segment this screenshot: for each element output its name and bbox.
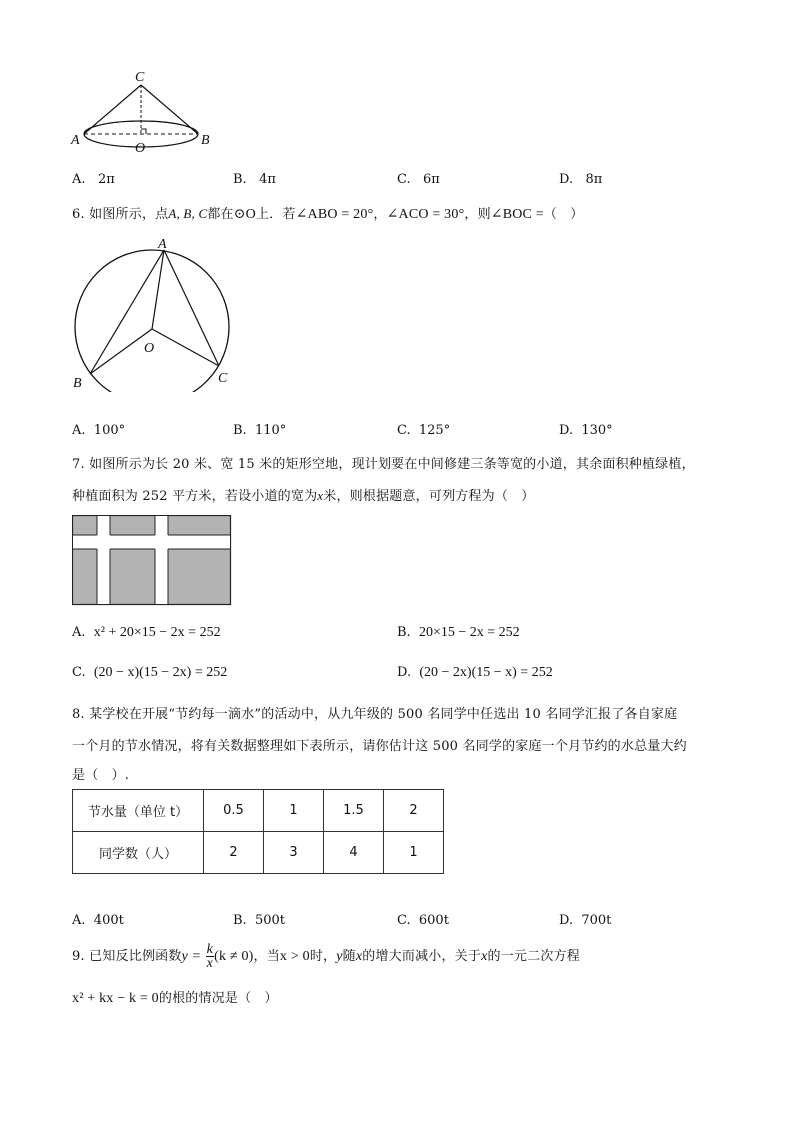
table-header-cell: 同学数（人） [73,832,204,874]
q7-var: x [317,488,324,503]
option-letter: A. [72,913,86,928]
cone-right-edge [141,85,198,134]
table-row [73,790,444,832]
option-value: (20 − x)(15 − 2x) = 252 [93,665,228,680]
q8-line1 [72,703,677,722]
segment-CO [152,329,219,366]
option-value: 500t [254,913,285,928]
option-value: 8π [585,172,603,187]
q9-fraction [206,943,214,970]
label-O: O [144,341,155,356]
option-value: 20×15 − 2x = 252 [418,625,520,640]
q8-option-a [72,913,124,928]
q8-option-b [233,913,285,928]
water-saving-table [72,789,444,874]
q9-condition: (k ≠ 0) [214,949,254,964]
q9-condition2: x > 0 [279,949,310,964]
q6-option-b [233,423,286,438]
q5-option-d [559,172,602,187]
q6-angle-abo: ∠ABO = 20° [295,207,374,222]
q7-text: 种植面积为 252 平方米，若设小道的宽为 [72,489,318,504]
label-C: C [135,70,145,85]
table-cell: 2 [384,790,444,832]
question-number: 8. [72,707,85,722]
option-letter: C. [397,913,411,928]
rectangle-plot-figure [72,515,232,607]
q8-line2 [72,735,687,754]
path-vertical-left [97,516,110,604]
question-number: 7. [72,457,85,472]
label-B: B [73,376,82,391]
table-header-cell: 节水量（单位 t） [73,790,204,832]
table-cell: 2 [204,832,264,874]
option-letter: C. [397,423,411,438]
option-letter: A. [72,172,86,187]
table-cell: 1 [264,790,324,832]
q6-text: 都在 [207,207,234,222]
q5-option-c [397,172,440,187]
segment-BO [90,329,155,374]
q7-text: 如图所示为长 20 米、宽 15 米的矩形空地，现计划要在中间修建三条等宽的小道，其余面积种植绿植， [89,457,695,472]
q9-text: 随 [342,949,356,964]
table-cell: 0.5 [204,790,264,832]
option-letter: D. [559,913,574,928]
q7-line1 [72,453,695,472]
option-letter: B. [397,625,411,640]
fraction-numerator: k [206,942,214,957]
option-value: 110° [254,423,287,438]
lawn-area [73,516,231,605]
option-value: 4π [259,172,276,187]
option-letter: D. [397,665,412,680]
q7-option-b [397,625,520,641]
q7-text: 米，则根据题意，可列方程为（ ） [323,489,535,504]
q9-text: 的增大而减小，关于 [362,949,482,964]
option-value: 400t [93,913,124,928]
option-value: 2π [97,172,115,187]
q6-paren: （ ） [543,207,584,222]
q6-option-c [397,423,450,438]
q9-text: 的根的情况是（ ） [158,991,278,1006]
q9-text: 时， [309,949,337,964]
q6-text: 如图所示，点 [89,207,169,222]
q9-line1 [72,942,580,972]
circle-figure [66,232,246,392]
q6-option-a [72,423,125,438]
q9-func-lhs: y = [181,949,202,964]
question-number: 6. [72,207,85,222]
q9-text: 的一元二次方程 [487,949,580,964]
option-letter: D. [559,172,574,187]
option-value: 700t [581,913,612,928]
cone-left-edge [84,85,141,134]
q8-text: 一个月的节水情况，将有关数据整理如下表所示，请你估计这 500 名同学的家庭一个月节约的水总量大约 [72,739,687,754]
fraction-denominator: x [206,956,214,971]
q8-option-c [397,913,449,928]
option-value: 600t [418,913,449,928]
q9-line2 [72,987,278,1007]
q6-option-d [559,423,613,438]
q6-stem [72,203,584,223]
table-row [73,832,444,874]
q6-text: 上．若 [255,207,296,222]
option-value: 130° [581,423,613,438]
q9-var-y: y [336,949,343,964]
q8-text: 某学校在开展“节约每一滴水”的活动中，从九年级的 500 名同学中任选出 10 名同学汇报了各自家庭 [89,707,678,722]
option-letter: B. [233,172,247,187]
option-letter: C. [397,172,411,187]
q8-text: 是（ ）. [72,768,130,783]
q5-option-b [233,172,276,187]
q7-option-c [72,665,227,681]
option-letter: B. [233,423,247,438]
q8-line3 [72,764,129,783]
q7-line2 [72,485,534,504]
q6-text: ， [373,207,387,222]
q5-option-a [72,172,115,187]
q6-angle-boc: ∠BOC = [490,207,544,222]
q6-text: ，则 [464,207,491,222]
table-cell: 4 [324,832,384,874]
path-horizontal [73,535,230,549]
option-letter: B. [233,913,247,928]
question-number: 9. [72,949,85,964]
segment-AO [152,250,164,329]
option-letter: C. [72,665,86,680]
table-cell: 3 [264,832,324,874]
q9-equation: x² + kx − k = 0 [72,991,159,1006]
table-cell: 1 [384,832,444,874]
option-value: 125° [418,423,451,438]
option-value: (20 − 2x)(15 − x) = 252 [419,665,553,680]
q7-option-a [72,625,221,641]
q9-var-x: x [481,949,488,964]
q6-angle-aco: ∠ACO = 30° [386,207,465,222]
label-A: A [158,237,167,252]
label-O: O [135,141,146,156]
q9-var-x: x [355,949,363,964]
path-vertical-right [155,516,168,604]
circle-o [75,250,229,392]
q6-circle: ⊙O [233,207,256,222]
q9-text: ，当 [253,949,280,964]
option-letter: A. [72,423,86,438]
segment-AC [164,250,219,366]
q7-option-d [397,665,553,681]
label-A: A [71,133,80,148]
label-B: B [201,133,210,148]
option-value: 100° [93,423,126,438]
label-C: C [218,371,228,386]
option-letter: A. [72,625,86,640]
option-letter: D. [559,423,574,438]
q6-points: A, B, C [168,206,208,221]
option-value: 6π [423,172,440,187]
q9-text: 已知反比例函数 [89,949,182,964]
right-angle-mark [141,129,146,134]
table-cell: 1.5 [324,790,384,832]
option-value: x² + 20×15 − 2x = 252 [93,625,221,640]
q8-option-d [559,913,611,928]
cone-figure [66,66,226,162]
